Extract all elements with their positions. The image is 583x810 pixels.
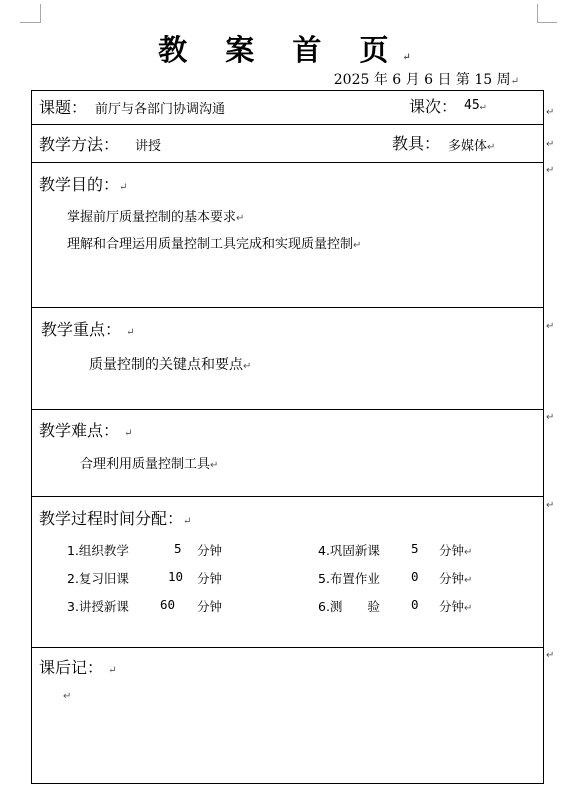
key-points-label: 教学重点： ↵ — [41, 320, 135, 339]
time-item-3-minutes[interactable]: 60 — [160, 597, 176, 612]
time-item-1-name[interactable]: 1.组织教学 — [67, 543, 129, 558]
row-end-mark-4: ↵ — [546, 321, 555, 332]
time-item-4-minutes[interactable]: 5 — [411, 541, 419, 556]
time-item-5-name[interactable]: 5.布置作业 — [318, 571, 380, 586]
row-end-mark-3: ↵ — [546, 165, 555, 176]
time-item-1-unit: 分钟 — [197, 543, 223, 558]
time-allocation-row — [32, 497, 543, 648]
time-item-2-name[interactable]: 2.复习旧课 — [67, 571, 129, 586]
time-allocation-label: 教学过程时间分配：↵ — [39, 509, 192, 528]
time-item-6-unit: 分钟↵ — [439, 599, 473, 614]
time-item-2-minutes[interactable]: 10 — [168, 569, 184, 584]
date-line: 2025 年 6 月 6 日 第 15 周↵ — [333, 72, 519, 88]
time-item-5-unit: 分钟↵ — [439, 571, 473, 586]
time-item-4-unit: 分钟↵ — [439, 543, 473, 558]
notes-label: 课后记： ↵ — [39, 658, 117, 677]
crop-mark-top-left — [20, 22, 40, 23]
notes-text[interactable]: ↵ — [63, 691, 72, 702]
tool-label: 教具： — [392, 134, 441, 153]
row-end-mark-2: ↵ — [546, 139, 555, 150]
lesson-plan-table — [31, 90, 544, 784]
row-end-mark-5: ↵ — [546, 412, 555, 423]
session-value[interactable]: 45↵ — [464, 98, 486, 113]
method-row — [32, 125, 543, 163]
difficulties-label: 教学难点： ↵ — [39, 421, 133, 440]
time-item-6-name[interactable]: 6.测 验 — [318, 599, 380, 614]
page-title: 教 案 首 页↵ — [158, 33, 425, 67]
notes-row — [32, 648, 543, 783]
key-points-row — [32, 308, 543, 410]
topic-row — [32, 91, 543, 125]
topic-value[interactable]: 前厅与各部门协调沟通 — [95, 102, 226, 117]
difficulties-text[interactable]: 合理利用质量控制工具↵ — [80, 457, 219, 472]
row-end-mark-7: ↵ — [546, 650, 555, 661]
goal-line-1[interactable]: 掌握前厅质量控制的基本要求↵ — [67, 210, 245, 225]
row-end-mark-1: ↵ — [546, 107, 555, 118]
key-points-text[interactable]: 质量控制的关键点和要点↵ — [89, 357, 252, 373]
difficulties-row — [32, 410, 543, 497]
method-value[interactable]: 讲授 — [135, 139, 162, 154]
topic-label: 课题： — [39, 98, 88, 117]
crop-mark-top-right-vertical — [537, 4, 538, 23]
goals-label: 教学目的：↵ — [39, 175, 128, 194]
time-item-6-minutes[interactable]: 0 — [411, 597, 419, 612]
time-item-1-minutes[interactable]: 5 — [174, 541, 182, 556]
goal-line-2[interactable]: 理解和合理运用质量控制工具完成和实现质量控制↵ — [67, 237, 362, 252]
tool-value[interactable]: 多媒体↵ — [448, 139, 496, 154]
time-item-5-minutes[interactable]: 0 — [411, 569, 419, 584]
goals-row — [32, 163, 543, 308]
time-item-2-unit: 分钟 — [197, 571, 223, 586]
time-item-3-unit: 分钟 — [197, 599, 223, 614]
time-item-4-name[interactable]: 4.巩固新课 — [318, 543, 380, 558]
crop-mark-top-right — [537, 22, 557, 23]
crop-mark-top-left-vertical — [40, 4, 41, 23]
time-item-3-name[interactable]: 3.讲授新课 — [67, 599, 129, 614]
method-label: 教学方法： — [39, 135, 120, 154]
row-end-mark-6: ↵ — [546, 500, 555, 511]
session-label: 课次： — [409, 97, 458, 116]
